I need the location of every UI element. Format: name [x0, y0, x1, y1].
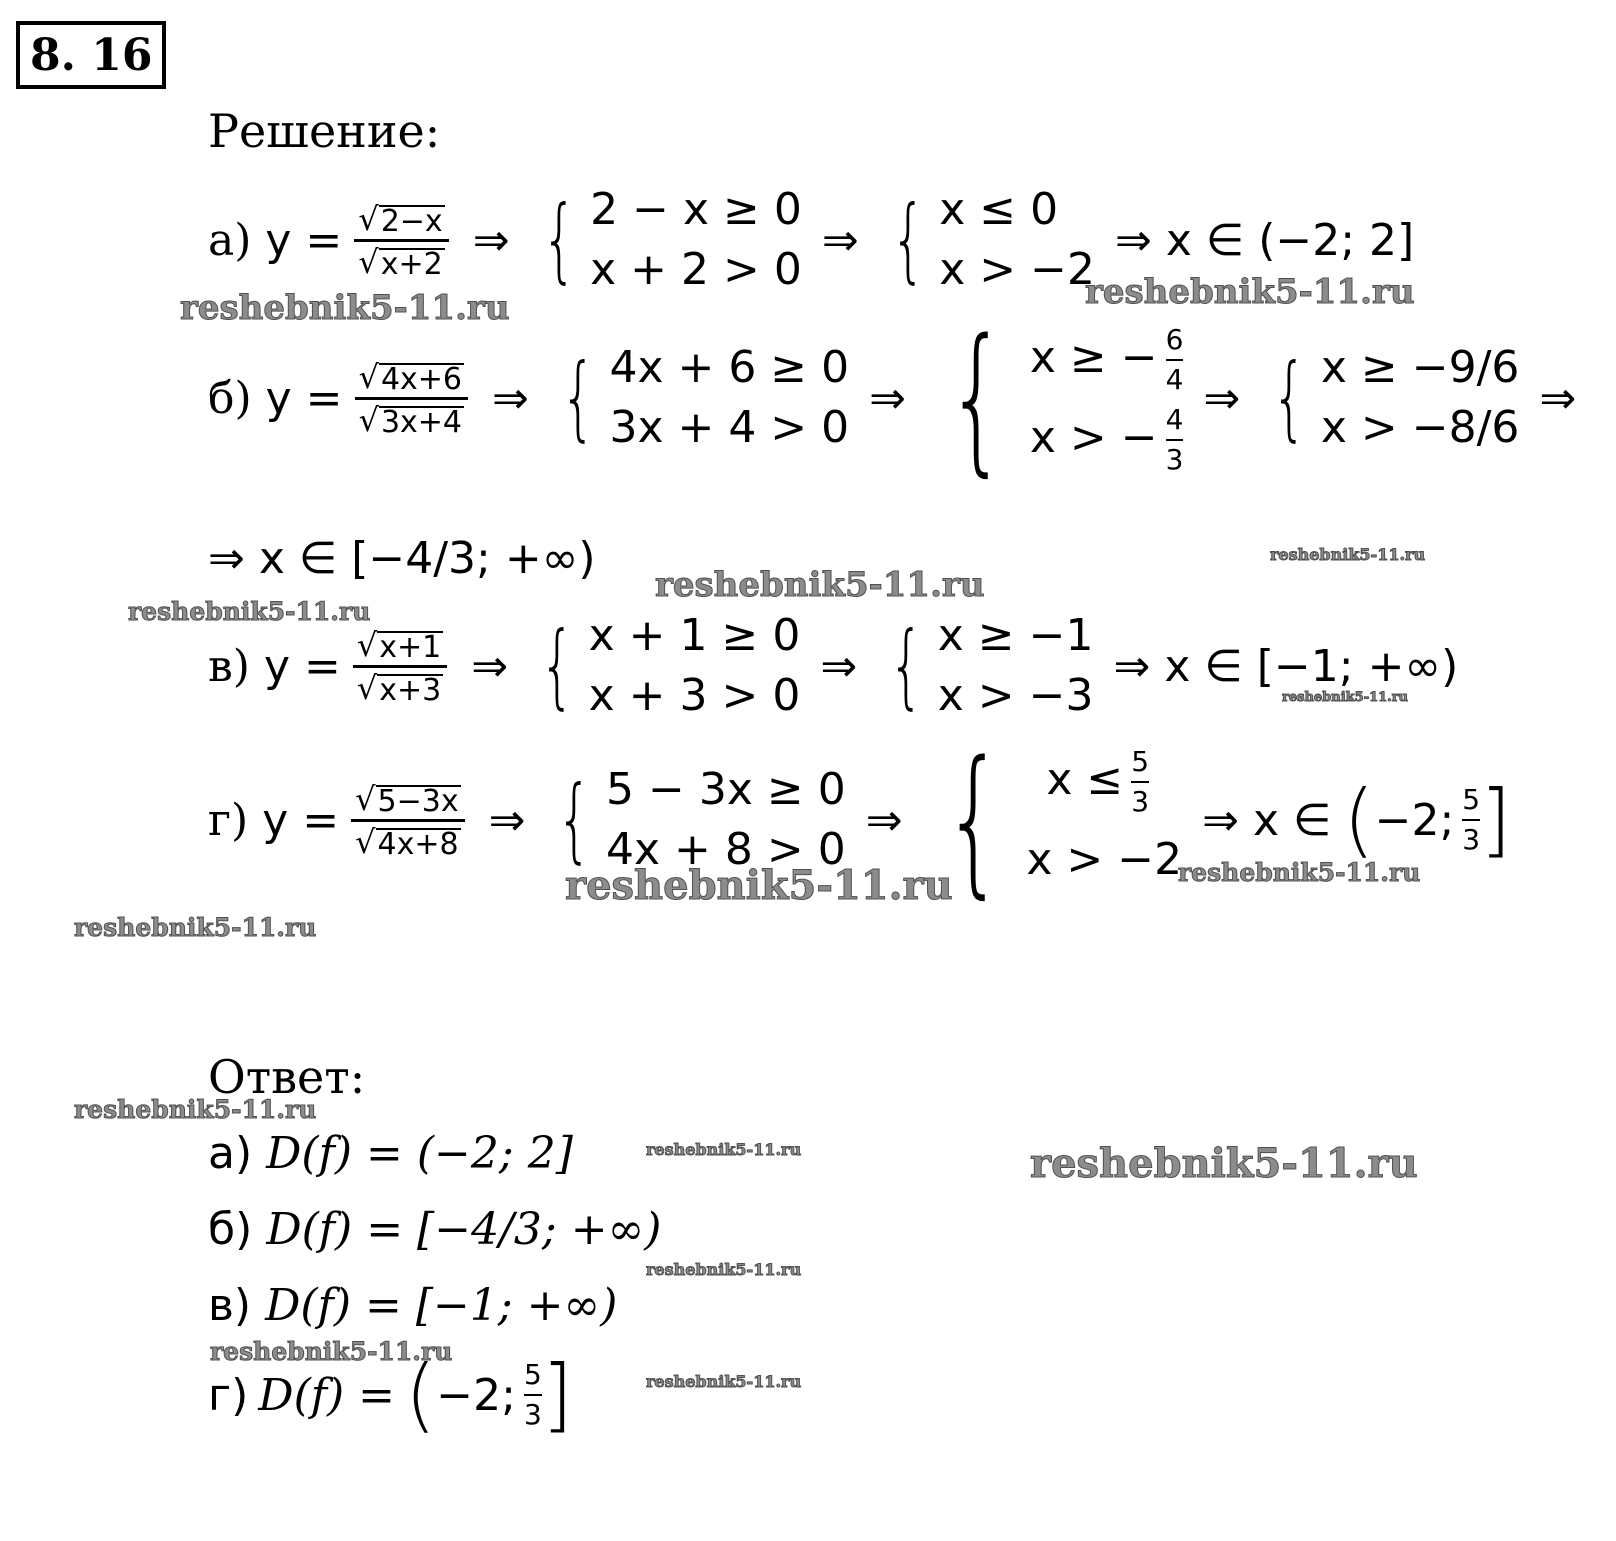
part-v-lhs: y = [263, 640, 341, 692]
part-a-fraction: √ 2−x √ x+2 [354, 201, 448, 280]
implies-symbol: ⇒ [821, 214, 859, 266]
part-a-denominator: x+2 [380, 246, 443, 282]
part-v-system-2: { x ≥ −1 x > −3 [888, 610, 1094, 721]
implies-symbol: ⇒ [492, 372, 529, 424]
part-g-label: г) [208, 794, 249, 846]
watermark: reshebnik5-11.ru [74, 1095, 317, 1124]
watermark: reshebnik5-11.ru [1282, 690, 1409, 705]
watermark: reshebnik5-11.ru [74, 913, 317, 942]
part-v-system-1: { x + 1 ≥ 0 x + 3 > 0 [539, 610, 801, 721]
answer-a: а) D(f) = (−2; 2] [208, 1128, 573, 1179]
watermark: reshebnik5-11.ru [565, 862, 953, 909]
part-b-result: ⇒ x ∈ [−4/3; +∞) [208, 533, 596, 584]
implies-symbol: ⇒ [869, 372, 907, 424]
implies-symbol: ⇒ [1203, 372, 1241, 424]
watermark: reshebnik5-11.ru [646, 1140, 802, 1159]
part-b-lhs: y = [265, 372, 343, 424]
part-b-denominator: 3x+4 [380, 404, 463, 440]
part-a-lhs: y = [265, 214, 343, 266]
part-v-label: в) [208, 640, 250, 692]
part-a-result: ⇒ x ∈ (−2; 2] [1115, 214, 1415, 266]
part-g-fraction: √ 5−3x √ 4x+8 [351, 781, 464, 860]
part-v-numerator: x+1 [379, 629, 442, 665]
watermark: reshebnik5-11.ru [655, 565, 985, 605]
answer-heading: Ответ: [208, 1050, 366, 1104]
watermark: reshebnik5-11.ru [1085, 272, 1415, 312]
watermark: reshebnik5-11.ru [1270, 545, 1426, 564]
part-v [208, 606, 1470, 726]
implies-symbol: ⇒ [472, 214, 510, 266]
watermark: reshebnik5-11.ru [1178, 858, 1421, 887]
part-a-label: а) [208, 214, 252, 266]
watermark: reshebnik5-11.ru [210, 1337, 453, 1366]
implies-symbol: ⇒ [471, 640, 509, 692]
part-b-label: б) [208, 372, 252, 424]
part-g-numerator: 5−3x [377, 783, 459, 819]
answer-v: в) D(f) = [−1; +∞) [208, 1280, 618, 1331]
watermark: reshebnik5-11.ru [128, 597, 371, 626]
part-g-system-2: { x ≤ $\frac{5}{3}$ x > −2 [942, 726, 1183, 913]
solution-heading: Решение: [208, 104, 441, 158]
answer-g: г) D(f) = ( −2; 5 3 ] [208, 1348, 573, 1441]
part-v-denominator: x+3 [379, 672, 442, 708]
part-b-system-3: { x ≥ −9/6 x > −8/6 [1271, 342, 1520, 453]
implies-symbol: ⇒ [820, 640, 858, 692]
part-a-system-2: { x ≤ 0 x > −2 [890, 184, 1095, 295]
part-a-system-1: { 2 − x ≥ 0 x + 2 > 0 [541, 184, 802, 295]
watermark: reshebnik5-11.ru [1030, 1140, 1418, 1187]
part-v-result: ⇒ x ∈ [−1; +∞) [1113, 640, 1459, 692]
part-g-lhs: y = [262, 794, 340, 846]
part-b-numerator: 4x+6 [380, 361, 463, 397]
part-g-system-1: { 5 − 3x ≥ 0 4x + 8 > 0 [557, 764, 846, 875]
part-b-system-1: { 4x + 6 ≥ 0 3x + 4 > 0 [560, 342, 850, 453]
part-b-fraction: √ 4x+6 √ 3x+4 [355, 359, 468, 438]
part-g-denominator: 4x+8 [377, 826, 459, 862]
part-v-fraction: √ x+1 √ x+3 [353, 627, 447, 706]
part-g: г) y = √ 5−3x √ 4x+8 ⇒ { 5 − 3x ≥ 0 4x + 8 > 0 ⇒ { x ≤ $\frac{5}{3}$ x > −2 ⇒ x ∈ ( −2; 5 3 ] [208, 726, 1512, 913]
implies-symbol: ⇒ [865, 794, 903, 846]
implies-symbol: ⇒ [1539, 372, 1577, 424]
implies-symbol: ⇒ [488, 794, 526, 846]
answer-b: б) D(f) = [−4/3; +∞) [208, 1204, 662, 1255]
part-a-numerator: 2−x [380, 203, 443, 239]
watermark: reshebnik5-11.ru [646, 1260, 802, 1279]
part-g-result-prefix: ⇒ x ∈ [1202, 794, 1332, 846]
part-g-result-mid: −2; [1374, 794, 1455, 846]
problem-number: 8. 16 [16, 21, 166, 89]
watermark: reshebnik5-11.ru [646, 1372, 802, 1391]
part-b-system-2: { x ≥ − $\frac{6}{4}$ x > − $\frac{4}{3}$ [946, 304, 1184, 491]
watermark: reshebnik5-11.ru [180, 288, 510, 328]
